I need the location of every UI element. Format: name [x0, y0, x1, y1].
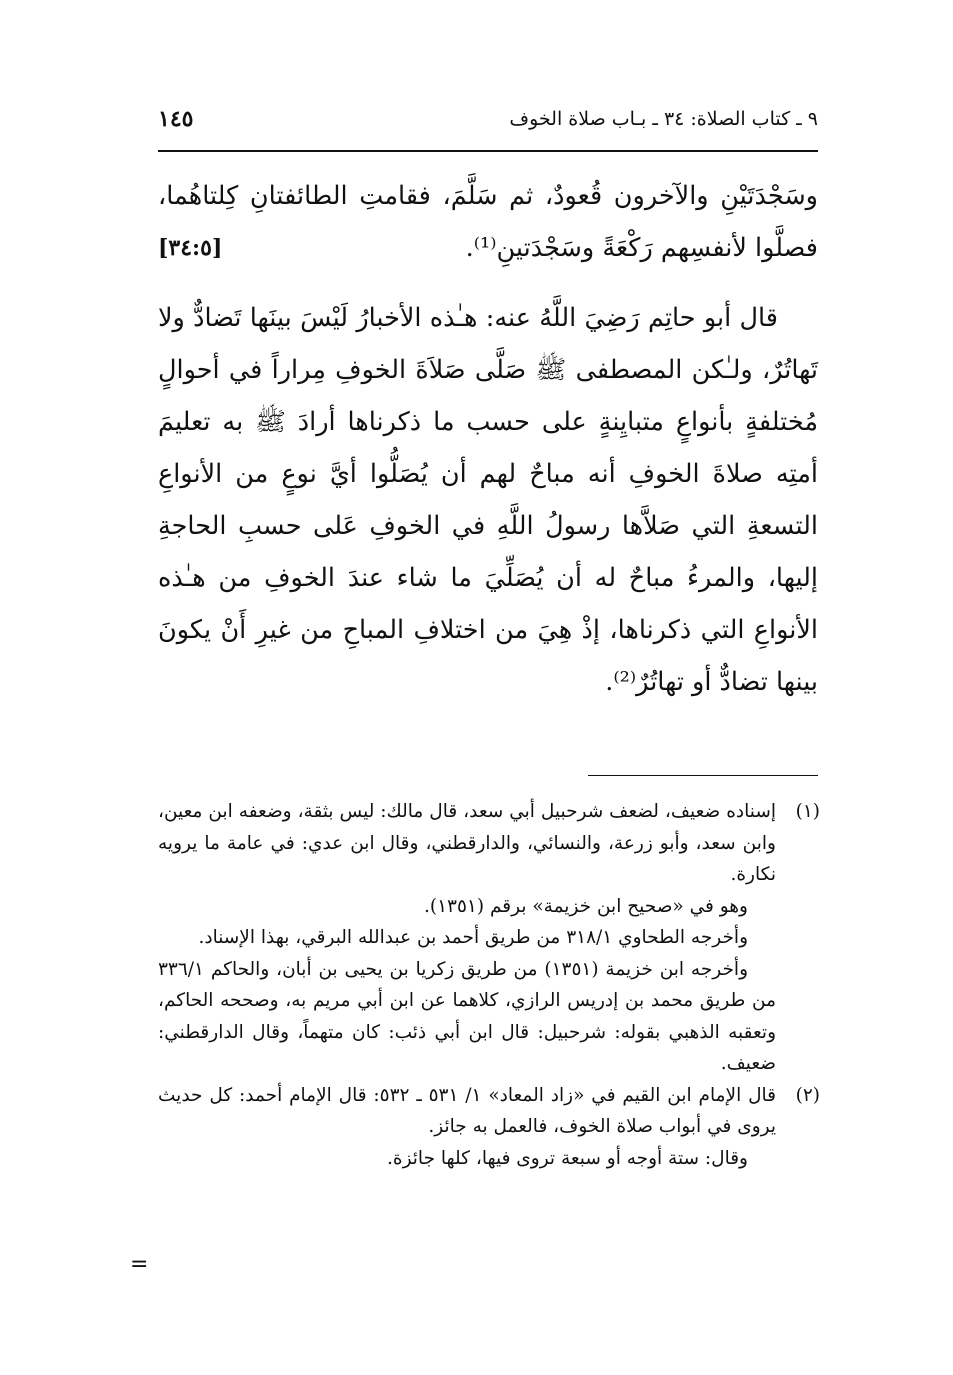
- page-number: ١٤٥: [158, 106, 194, 132]
- continuation-mark: =: [130, 1252, 149, 1277]
- footnote-1: [158, 796, 820, 1080]
- main-text: [158, 170, 818, 708]
- page-header: [158, 104, 818, 144]
- hadith-reference: [٣٤:٥]: [158, 235, 223, 261]
- footnote-text: قال الإمام ابن القيم في «زاد المعاد» ١/ ٥٣١ ـ ٥٣٢: قال الإمام أحمد: كل حديث يروى في أبواب صلاة الخوف، فالعمل به جائز.: [158, 1084, 776, 1137]
- footnotes: [158, 796, 820, 1174]
- header-rule: [158, 150, 818, 152]
- footnote-text: وهو في «صحيح ابن خزيمة» برقم (١٣٥١).: [424, 895, 748, 917]
- footnote-text: إسناده ضعيف، لضعف شرحبيل أبي سعد، قال مالك: ليس بثقة، وضعفه ابن معين، وابن سعد، وأبو زرعة، والنسائي، والدارقطني، وقال ابن عدي: في عامة ما يرويه نكارة.: [158, 801, 776, 885]
- footnote-text: وأخرجه الطحاوي ٣١٨/١ من طريق أحمد بن عبدالله البرقي، بهذا الإسناد.: [198, 927, 748, 948]
- footnote-rule: [588, 775, 818, 776]
- commentary-paragraph: قال أبو حاتِم رَضِيَ اللَّهُ عنه: هـٰذه الأخبارُ لَيْسَ بينَها تَضادٌّ ولا تَهاتُرٌ، ولـٰكن المصطفى ﷺ صَلَّى صَلاَةَ الخوفِ مِراراً في أحوالٍ مُختلفةٍ بأنواعٍ متبايِنةٍ على حسب ما ذكرناها أرادَ ﷺ به تعليمَ أمتِه صلاةَ الخوفِ أنه مباحٌ لهم أن يُصَلُّوا أيَّ نوعٍ من الأنواعِ التسعةِ التي صَلاَّها رسولُ اللَّهِ في الخوفِ عَلى حسبِ الحاجةِ إليها، والمرءُ مباحٌ له أن يُصَلِّيَ ما شاء عندَ الخوفِ من هـٰذه الأنواعِ التي ذكرناها، إذْ هِيَ من اختلافِ المباحِ من غيرِ أَنْ يكونَ بينها تضادٌّ أو تهاتُرٌ⁽²⁾.: [158, 303, 818, 697]
- continuation-paragraph: [158, 170, 818, 274]
- footnote-text: وأخرجه ابن خزيمة (١٣٥١) من طريق زكريا بن يحيى بن أبان، والحاكم ٣٣٦/١ من طريق محمد بن إدريس الرازي، كلاهما عن ابن أبي مريم به، وصححه الحاكم، وتعقبه الذهبي بقوله: شرحبيل: قال ابن أبي ذئب: كان متهماً، وقال الدارقطني: ضعيف.: [158, 958, 776, 1074]
- footnote-number: (٢): [795, 1084, 820, 1106]
- continuation-text: وسَجْدَتَيْنِ والآخرون قُعودٌ، ثم سَلَّمَ، فقامتِ الطائفتانِ كِلتاهُما، فصلَّوا لأنفسِهم رَكْعَةً وسَجْدَتينِ⁽¹⁾.: [158, 181, 818, 263]
- footnote-number: (١): [795, 801, 820, 822]
- running-title: ٩ ـ كتاب الصلاة: ٣٤ ـ بـاب صلاة الخوف: [509, 108, 818, 130]
- footnote-2: [158, 1080, 820, 1175]
- footnote-text: وقال: ستة أوجه أو سبعة تروى فيها، كلها جائزة.: [387, 1147, 748, 1169]
